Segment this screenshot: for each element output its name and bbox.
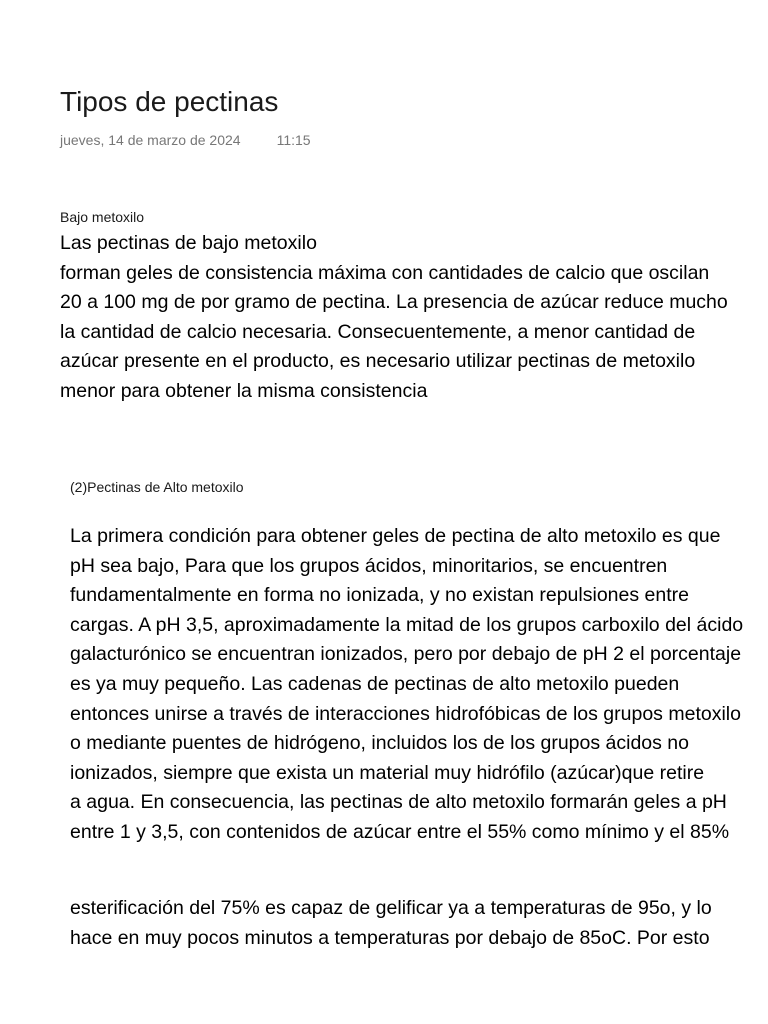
text-line: hace en muy pocos minutos a temperaturas por debajo de 85oC. Por esto — [70, 926, 710, 949]
text-line: esterificación del 75% es capaz de gelificar ya a temperaturas de 95o, y lo — [70, 897, 712, 919]
page-date: jueves, 14 de marzo de 2024 — [60, 132, 241, 148]
paragraph-alto-metoxilo — [70, 522, 743, 848]
text-line: ionizados, siempre que exista un material muy hidrófilo (azúcar)que retire — [70, 761, 705, 784]
text-line: Las pectinas de bajo metoxilo — [60, 232, 317, 254]
text-line: entonces unirse a través de interacciones hidrofóbicas de los grupos metoxilo — [70, 702, 741, 725]
text-line: forman geles de consistencia máxima con cantidades de calcio que oscilan — [60, 261, 710, 284]
text-line: pH sea bajo, Para que los grupos ácidos, minoritarios, se encuentren — [70, 554, 668, 577]
text-line: La primera condición para obtener geles de pectina de alto metoxilo es que — [70, 525, 721, 547]
text-line: cargas. A pH 3,5, aproximadamente la mitad de los grupos carboxilo del ácido — [70, 613, 744, 636]
page-meta — [60, 132, 311, 148]
section-label-bajo-metoxilo: Bajo metoxilo — [60, 209, 145, 225]
text-line: galacturónico se encuentran ionizados, pero por debajo de pH 2 el porcentaje — [70, 643, 742, 666]
text-line: es ya muy pequeño. Las cadenas de pectinas de alto metoxilo pueden — [70, 672, 680, 695]
text-line: o mediante puentes de hidrógeno, incluidos los de los grupos ácidos no — [70, 732, 690, 755]
paragraph-esterificacion — [70, 894, 712, 953]
page-time: 11:15 — [276, 132, 311, 148]
section-label-alto-metoxilo: (2)Pectinas de Alto metoxilo — [70, 479, 244, 495]
text-line: a agua. En consecuencia, las pectinas de alto metoxilo formarán geles a pH — [70, 791, 727, 814]
text-line: azúcar presente en el producto, es necesario utilizar pectinas de metoxilo — [60, 350, 696, 373]
text-line: fundamentalmente en forma no ionizada, y no existan repulsiones entre — [70, 584, 689, 607]
text-line: menor para obtener la misma consistencia — [60, 379, 428, 402]
text-line: la cantidad de calcio necesaria. Consecuentemente, a menor cantidad de — [60, 320, 696, 343]
text-line: 20 a 100 mg de por gramo de pectina. La presencia de azúcar reduce mucho — [60, 291, 728, 314]
text-line: entre 1 y 3,5, con contenidos de azúcar entre el 55% como mínimo y el 85% — [70, 820, 730, 843]
page-title: Tipos de pectinas — [60, 86, 279, 117]
paragraph-bajo-metoxilo — [60, 229, 728, 407]
